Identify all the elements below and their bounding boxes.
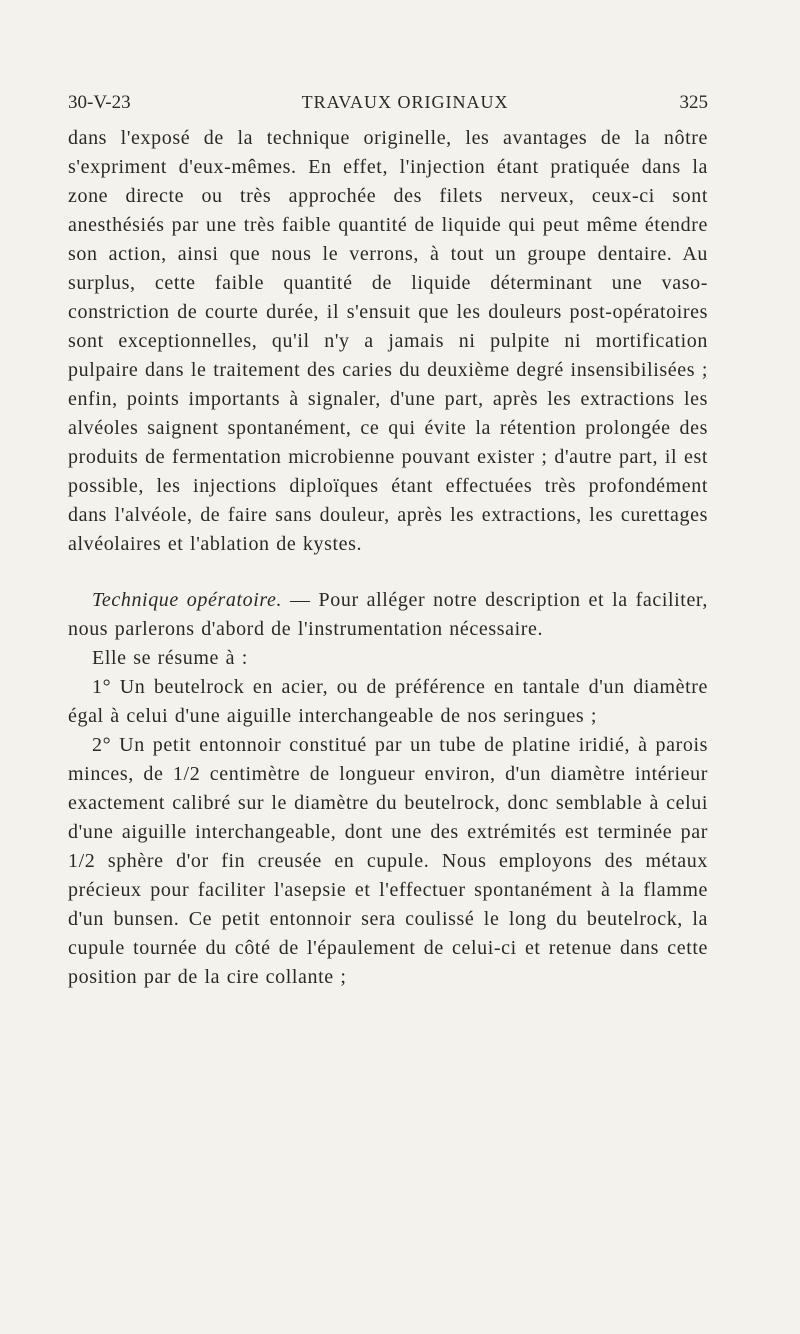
header-date: 30-V-23 (68, 92, 131, 113)
list-intro: Elle se résume à : (92, 647, 248, 669)
section-intro: — Pour alléger notre description et la faciliter, nous parlerons d'abord de l'instrumentation nécessaire. (68, 589, 708, 640)
running-header (68, 92, 708, 122)
section-title: Technique opératoire. (92, 589, 283, 611)
page-number: 325 (679, 92, 708, 113)
list-item: 1° Un beutelrock en acier, ou de préférence en tantale d'un diamètre égal à celui d'une aiguille interchangeable de nos seringues ; (68, 676, 708, 727)
paragraph-gap (68, 559, 708, 586)
paragraph: dans l'exposé de la technique originelle, les avantages de la nôtre s'expriment d'eux-mêmes. En effet, l'injection étant pratiquée dans la zone directe ou très approchée des filets nerveux, ceux-ci sont anesthésiés par une très faible quantité de liquide qui peut même étendre son action, ainsi que nous le verrons, à tout un groupe dentaire. Au surplus, cette faible quantité de liquide déterminant une vaso-constriction de courte durée, il s'ensuit que les douleurs post-opératoires sont exceptionnelles, qu'il n'y a jamais ni pulpite ni mortification pulpaire dans le traitement des caries du deuxième degré insensibilisées ; enfin, points importants à signaler, d'une part, après les extractions les alvéoles saignent spontanément, ce qui évite la rétention prolongée des produits de fermentation microbienne pouvant exister ; d'autre part, il est possible, les injections diploïques étant effectuées très profondément dans l'alvéole, de faire sans douleur, après les extractions, les curettages alvéolaires et l'ablation de kystes. (68, 127, 708, 555)
section-paragraph (68, 586, 708, 644)
body-text (68, 124, 708, 992)
header-title: TRAVAUX ORIGINAUX (301, 92, 509, 112)
list-item: 2° Un petit entonnoir constitué par un tube de platine iridié, à parois minces, de 1/2 centimètre de longueur environ, d'un diamètre intérieur exactement calibré sur le diamètre du beutelrock, donc semblable à celui d'une aiguille interchangeable, dont une des extrémités est terminée par 1/2 sphère d'or fin creusée en cupule. Nous employons des métaux précieux pour faciliter l'asepsie et l'effectuer spontanément à la flamme d'un bunsen. Ce petit entonnoir sera coulissé le long du beutelrock, la cupule tournée du côté de l'épaulement de celui-ci et retenue dans cette position par de la cire collante ; (68, 734, 708, 988)
